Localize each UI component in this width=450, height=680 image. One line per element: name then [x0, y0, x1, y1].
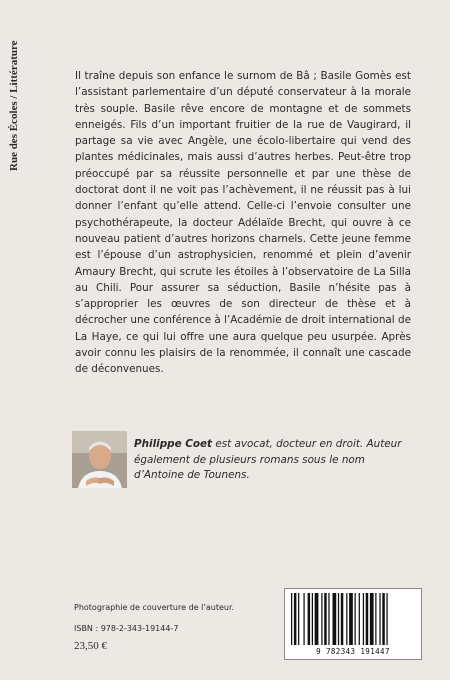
barcode-bar: [315, 593, 319, 645]
barcode-bar: [359, 593, 360, 645]
isbn: ISBN : 978-2-343-19144-7: [74, 624, 179, 633]
barcode-bar: [321, 593, 322, 645]
barcode-bar: [386, 593, 387, 645]
barcode-bar: [338, 593, 339, 645]
barcode-bar: [291, 593, 292, 645]
author-name: Philippe Coet: [134, 438, 213, 450]
barcode-bar: [294, 593, 297, 645]
barcode-bar: [308, 593, 311, 645]
barcode-bar: [379, 593, 380, 645]
barcode-bar: [355, 593, 356, 645]
barcode-digits: 9 782343 191447: [316, 647, 390, 656]
barcode-bar: [324, 593, 327, 645]
author-bio: [134, 437, 412, 484]
photo-credit: Photographie de couverture de l’auteur.: [74, 603, 235, 612]
book-summary: Il traîne depuis son enfance le surnom de Bâ ; Basile Gomès est l’assistant parlementaire d’un député conservateur à la morale très souple. Basile rêve encore de montagne et de sommets enneigés. Fils d’un important fruitier de la rue de Vaugirard, il partage sa vie avec Angèle, une écolo-libertaire qui vend des plantes médicinales, mais aussi d’autres herbes. Peut-être trop préoccupé par sa réussite personnelle et par une thèse de doctorat dont il ne voit pas l’achèvement, il ne réussit pas à lui donner l’enfant qu’elle attend. Celle-ci l’envoie consulter une psychothérapeute, la docteur Adélaïde Brecht, qui ouvre à ce nouveau patient d’autres horizons charnels. Cette jeune femme est l’épouse d’un astrophysicien, renommé et plein d’avenir Amaury Brecht, qui scrute les étoiles à l’observatoire de La Silla au Chili. Pour assurer sa séduction, Basile n’hésite pas à s’approprier les œuvres de son directeur de thèse et à décrocher une conférence à l’Académie de droit international de La Haye, ce qui lui offre une aura quelque peu usurpée. Après avoir connu les plaisirs de la renommée, il connaît une cascade de déconvenues.: [75, 70, 411, 376]
author-bio-text: est avocat, docteur en droit. Auteur également de plusieurs romans sous le nom d’Antoine de Tounens.: [134, 438, 402, 481]
barcode-bar: [312, 593, 313, 645]
barcode-bar: [366, 593, 369, 645]
collection-label: Rue des Écoles / Littérature: [8, 40, 20, 171]
author-photo: [72, 431, 127, 488]
barcode-bar: [328, 593, 329, 645]
barcode-bar: [363, 593, 364, 645]
barcode-bar: [346, 593, 347, 645]
barcode-bar: [349, 593, 353, 645]
barcode-bar: [333, 593, 337, 645]
barcode-bars: [291, 593, 415, 645]
barcode: [284, 588, 422, 660]
barcode-bar: [298, 593, 299, 645]
author-block: [72, 431, 412, 491]
barcode-bar: [303, 593, 304, 645]
barcode-bar: [341, 593, 344, 645]
barcode-bar: [370, 593, 374, 645]
barcode-bar: [382, 593, 385, 645]
barcode-bar: [375, 593, 376, 645]
price: 23,50 €: [74, 640, 107, 652]
